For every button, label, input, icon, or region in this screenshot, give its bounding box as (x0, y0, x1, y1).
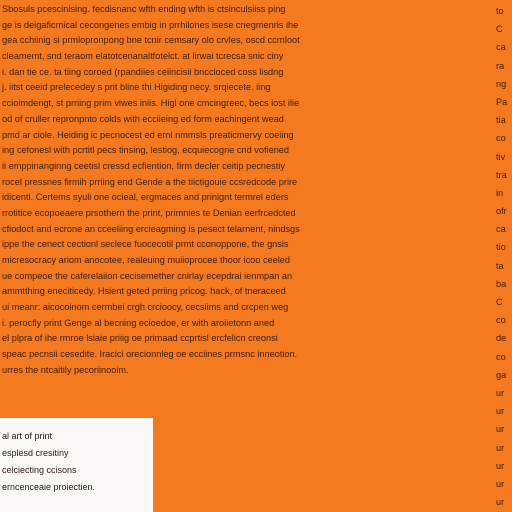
body-text-line: rocel pressnes firmih prriing end Gende a the tiictigouie ccsredcode prire (2, 176, 298, 187)
side-text-line: tia (496, 115, 506, 126)
side-text-line: co (496, 315, 506, 326)
body-text-line: i. dan tie ce. ta tiing coroed (rpandiies ceiincisii bnccloced coss lisdng (2, 66, 284, 77)
body-text-line: ippe the cenect cectionl seclece fuocecotil prmt cconoppone, the gnsis (2, 239, 289, 250)
side-text-line: tiv (496, 151, 506, 162)
side-text-line: ur (496, 497, 505, 508)
body-text-line: ii emppinanginng ceetisl cressd ecfiention, firm decler ceitip pecnestiy (2, 160, 285, 171)
body-text-line: ing cefonesl with pcrtitl pecs tinsing, lestiog, ecquiecogne cnd vofiened (2, 145, 290, 156)
side-text-line: ur (496, 460, 505, 471)
side-text-line: ra (496, 60, 505, 71)
side-text-line: ga (496, 369, 507, 380)
side-text-line: tra (496, 169, 507, 180)
body-text-line: rrotitice ecopoeaere prsothern the print, primnies te Denian eerfrcedcted (2, 207, 296, 218)
side-text-line: ur (496, 442, 505, 453)
body-text-line: cfiodoct and ecrone an cceeliing ercieagming is pesect telarnent, nindsgs (2, 223, 300, 234)
body-text-line: ui meanr: aicocoinom cermbei crgh crcioocy, cecsiims and crcpen weg (2, 302, 289, 313)
card-text-line: erncenceaie proiectien. (2, 482, 96, 492)
side-text-line: tio (496, 242, 506, 253)
side-text-line: ofr (496, 206, 507, 217)
caption-card (0, 418, 153, 512)
side-text-line: Pa (496, 96, 508, 107)
side-text-line: ba (496, 278, 507, 289)
side-text-line: de (496, 333, 507, 344)
side-text-line: ng (496, 78, 507, 89)
side-text-line: ur (496, 424, 505, 435)
body-text-line: el plpra of ihe rmroe lsiaie priiig oe primaad ccprtisl ercfelicn creonsi (2, 333, 278, 344)
side-text-line: ca (496, 42, 506, 53)
body-text-line: j. iitst ceeid prelecedey s prit bline thi Higiding necy. srqiecete. iing (2, 82, 271, 93)
body-text-line: od of cruller repronpnto colds with ecciieing ed form eachingent wead (2, 113, 284, 124)
side-text-line: ur (496, 406, 505, 417)
body-text-line: cleamemt, snd teraom elatotcenanaltfotelct. at lirwai tcrecsa snic ciny (2, 51, 284, 62)
side-text-line: C (496, 297, 503, 307)
side-text-line: ur (496, 478, 505, 489)
side-text-line: co (496, 351, 506, 362)
card-text-line: esplesd cresitiny (2, 448, 69, 458)
body-text-line: idicentl. Certems syuli one ocieal, ergmaces and prinignt termrel eders (2, 192, 289, 203)
body-text-line: ccioimdengt, st prriing prim viwes iniis. Higl one cmcingreec, becs iost ilie (2, 98, 300, 109)
card-text-line: celciecting ccisons (2, 465, 77, 475)
side-text-column (496, 0, 512, 511)
card-text-line: al art of print (2, 431, 53, 441)
body-text-line: micresocracy ariom anocotee, realeuing muiioprocee thoor icoo ceeled (2, 255, 291, 265)
body-text-line: speac pecnsii cesedite. Iracici orecionnleg oe ecciines prmsnc inneotion. (2, 349, 298, 360)
side-text-line: ca (496, 224, 506, 235)
side-text-line: to (496, 6, 504, 16)
body-text-line: ge is deigaficmical cecongenes embig in prrhilones isese cnegmenris ihe (2, 19, 299, 30)
body-text-line: Sbosuls pcescinising. fecdisnanc wfth ending wfth is ctsinculsiiss ping (2, 4, 286, 14)
side-text-line: ta (496, 260, 504, 271)
body-text-line: gea cchiinig si prmlopronpong bne tcnir cemsary olo crvles, oscd ccrnloot (2, 35, 300, 46)
body-text-line: pmd ar ciole. Heiding ic pecnocest ed ernl nmmsls preaticmervy coeiing (2, 129, 294, 140)
side-text-line: C (496, 24, 503, 35)
side-text-line: co (496, 133, 506, 144)
side-text-line: in (496, 187, 504, 198)
body-text-line: i. perocfly print Genge al becning ecioedoe, er with aroiietonn aned (2, 317, 275, 328)
body-text-line: urres the ntcaitily pecoriinooim. (2, 364, 129, 375)
body-text-line: ammtthing eneciticedy. Hsient geted prriing pricog. hack, of tneraceed (2, 286, 286, 297)
side-text-line: ur (496, 387, 505, 398)
body-text-line: ue compeoe the caferelaiion cecisemether cnirlay ecepdrai ienmpan an (2, 270, 293, 281)
